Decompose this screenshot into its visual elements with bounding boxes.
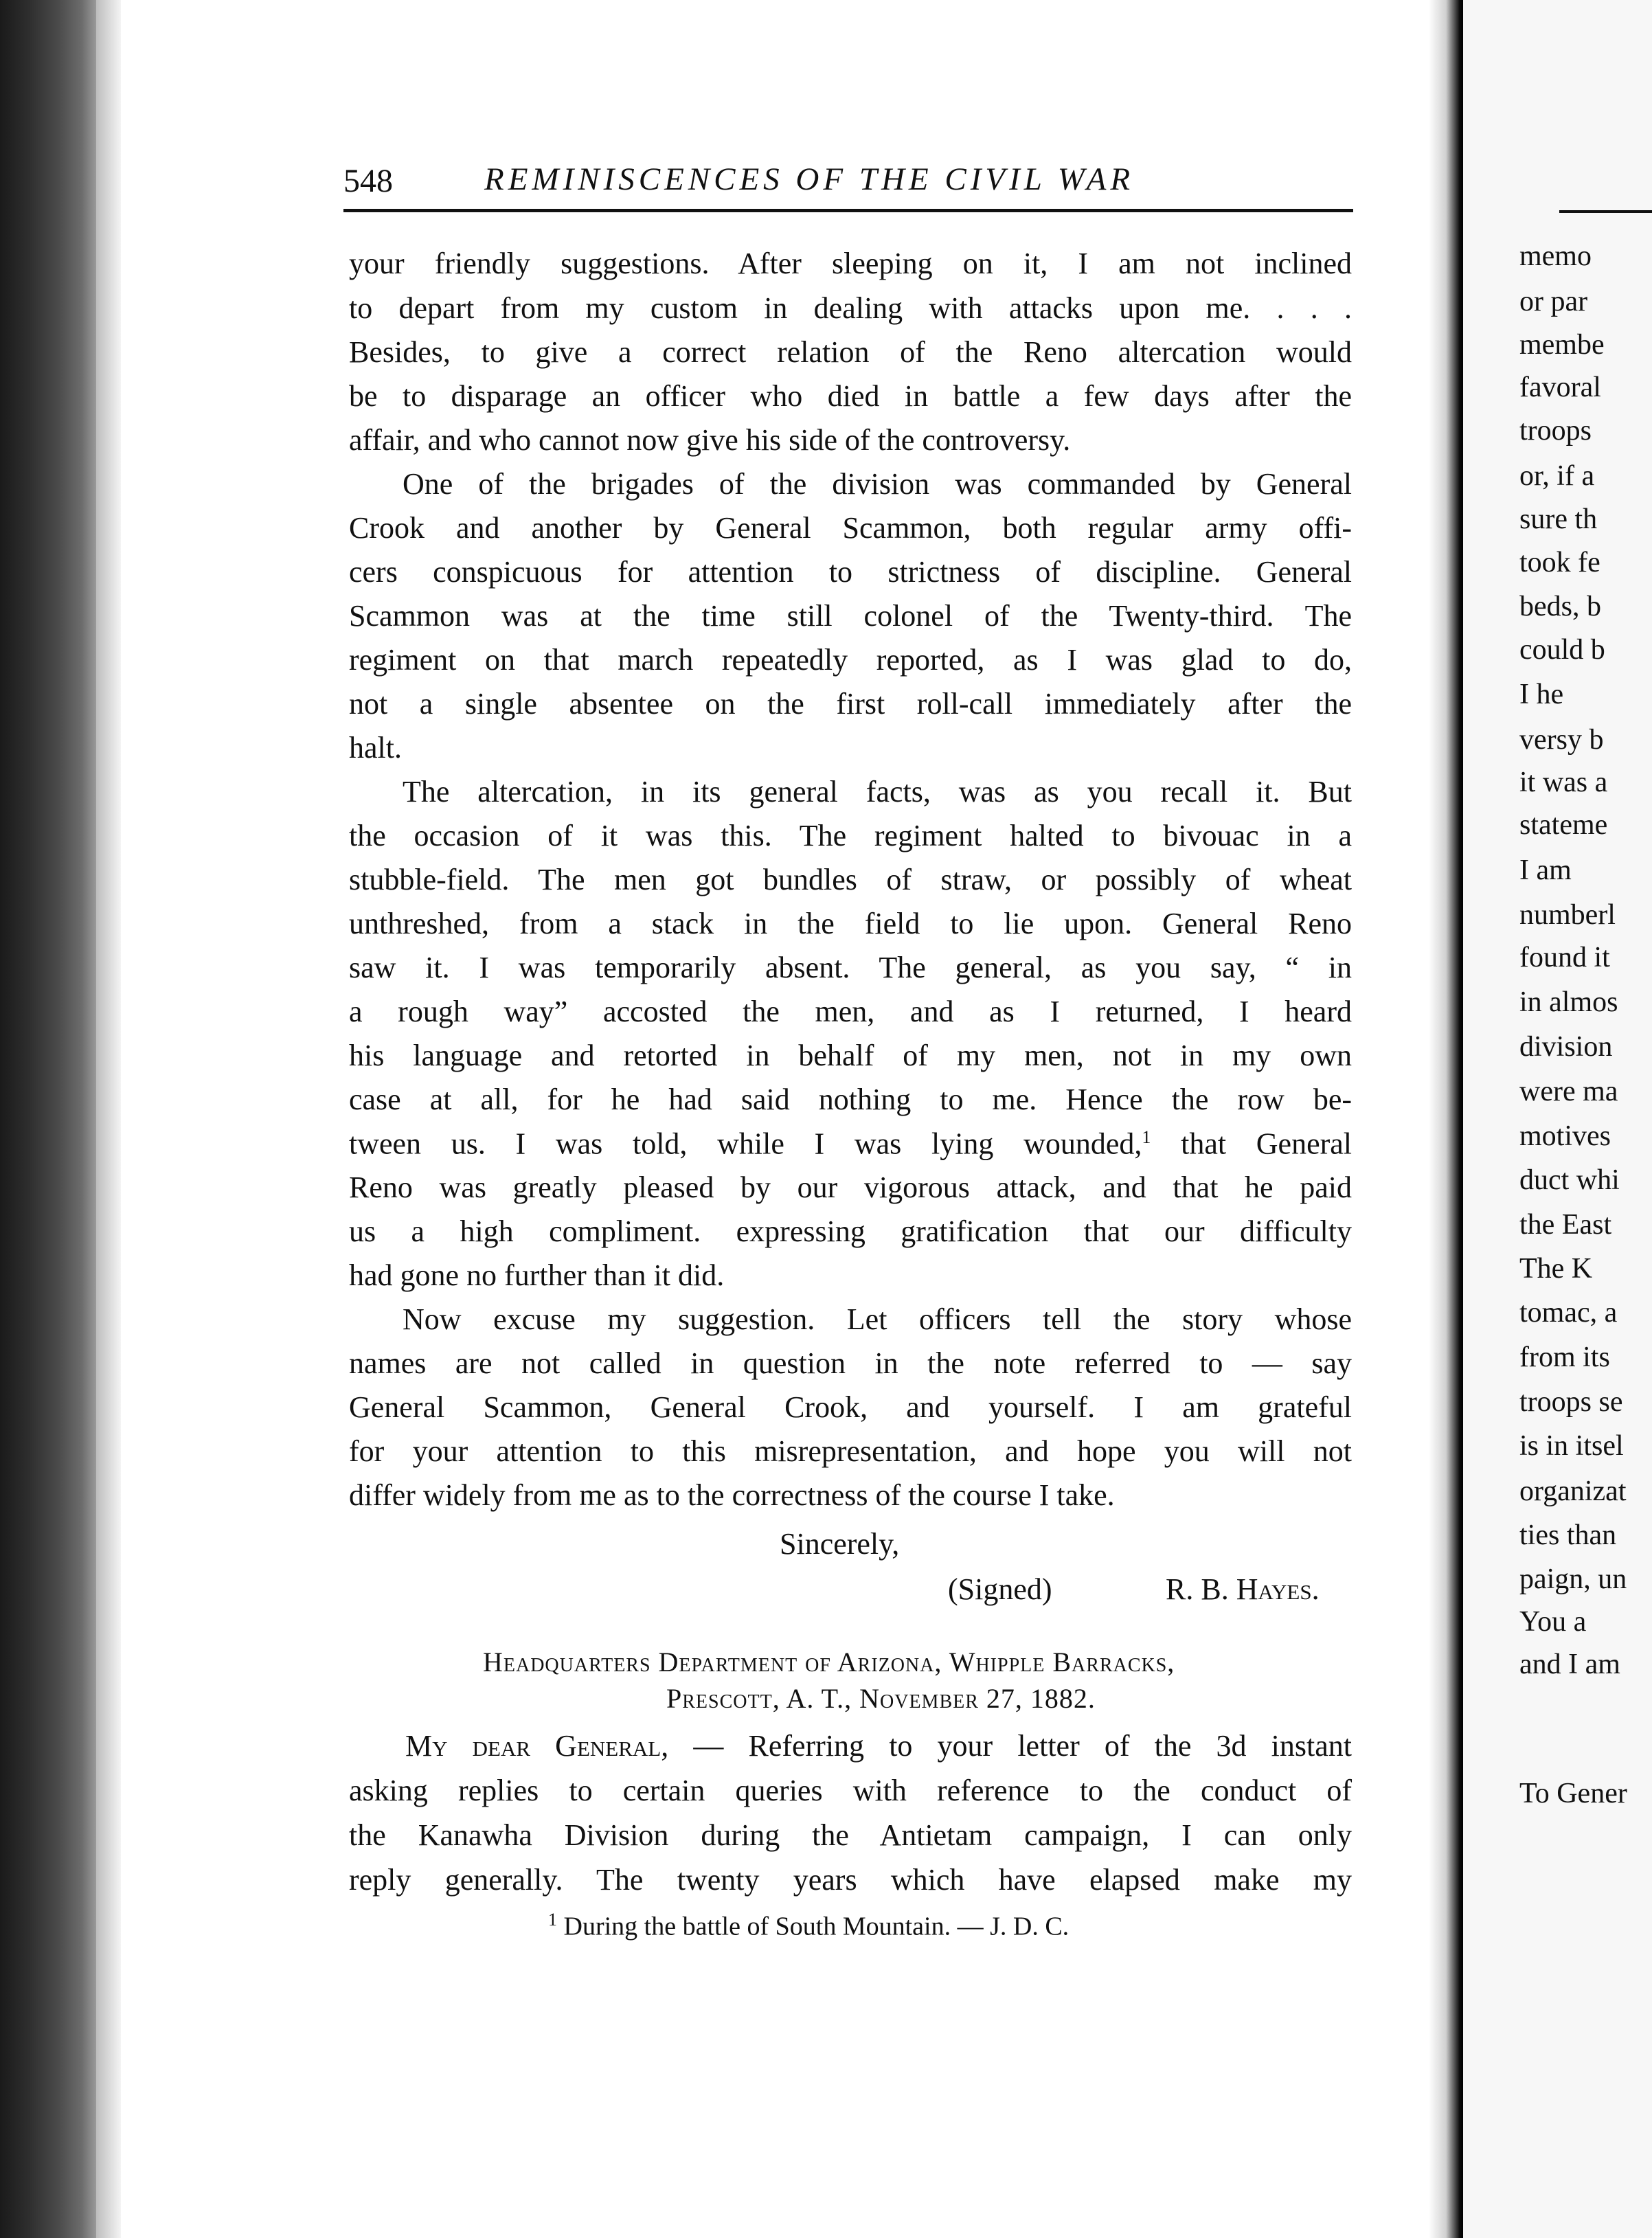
facing-page-rule: [1559, 210, 1652, 213]
facing-fragment: I he: [1519, 679, 1564, 710]
facing-fragment: in almos: [1519, 986, 1618, 1018]
text-line: differ widely from me as to the correctness of the course I take.: [349, 1478, 1115, 1512]
facing-fragment: paign, un: [1519, 1563, 1627, 1595]
text-line: The altercation, in its general facts, was as you recall it. But: [403, 775, 1352, 809]
facing-fragment: ties than: [1519, 1519, 1617, 1551]
text-line: had gone no further than it did.: [349, 1258, 725, 1292]
text-line: to depart from my custom in dealing with attacks upon me. . . .: [349, 291, 1352, 325]
text-line: halt.: [349, 731, 402, 765]
text-line: Crook and another by General Scammon, both regular army offi-: [349, 511, 1352, 545]
book-gutter: [1429, 0, 1463, 2238]
text-line: asking replies to certain queries with reference to the conduct of: [349, 1774, 1352, 1807]
footnote-number: 1: [548, 1910, 557, 1930]
text-line: General Scammon, General Crook, and yourself. I am grateful: [349, 1390, 1352, 1424]
text-line: be to disparage an officer who died in battle a few days after the: [349, 379, 1352, 413]
facing-fragment: duct whi: [1519, 1164, 1620, 1196]
footnote-text: During the battle of South Mountain. — J. D. C.: [563, 1912, 1070, 1941]
facing-fragment: were ma: [1519, 1076, 1618, 1107]
facing-fragment: You a: [1519, 1606, 1587, 1638]
text-line: not a single absentee on the first roll-call immediately after the: [349, 687, 1352, 721]
signature: R. B. Hayes.: [1166, 1572, 1320, 1606]
text-line: saw it. I was temporarily absent. The general, as you say, “ in: [349, 951, 1352, 984]
header-rule: [343, 209, 1353, 212]
text-line: Reno was greatly pleased by our vigorous attack, and that he paid: [349, 1171, 1352, 1204]
facing-fragment: found it: [1519, 942, 1610, 973]
facing-fragment: from its: [1519, 1342, 1610, 1373]
facing-fragment: or par: [1519, 286, 1588, 317]
text-line: Now excuse my suggestion. Let officers tell the story whose: [403, 1302, 1352, 1336]
facing-fragment: and I am: [1519, 1649, 1620, 1680]
closing: Sincerely,: [780, 1527, 900, 1561]
facing-fragment: could b: [1519, 634, 1605, 666]
facing-fragment: To Gener: [1519, 1778, 1627, 1809]
text-line: Scammon was at the time still colonel of the Twenty-third. The: [349, 599, 1352, 633]
text-line: for your attention to this misrepresentation, and hope you will not: [349, 1434, 1352, 1468]
text-fragment: that General: [1151, 1127, 1352, 1161]
facing-fragment: beds, b: [1519, 591, 1601, 622]
letter-heading-line2: Prescott, A. T., November 27, 1882.: [666, 1683, 1096, 1714]
text-line: his language and retorted in behalf of my men, not in my own: [349, 1039, 1352, 1072]
facing-fragment: favoral: [1519, 372, 1601, 403]
facing-fragment: is in itsel: [1519, 1430, 1624, 1462]
text-line: cers conspicuous for attention to strictness of discipline. General: [349, 555, 1352, 589]
text-line: unthreshed, from a stack in the field to lie upon. General Reno: [349, 907, 1352, 940]
text-line: [349, 1731, 1352, 1761]
facing-fragment: took fe: [1519, 547, 1600, 578]
page-binding-shadow: [96, 0, 121, 2238]
facing-fragment: troops: [1519, 415, 1592, 447]
text-line: reply generally. The twenty years which have elapsed make my: [349, 1863, 1352, 1897]
text-fragment: tween us. I was told, while I was lying wounded,: [349, 1127, 1142, 1161]
facing-fragment: motives: [1519, 1120, 1611, 1152]
facing-fragment: division: [1519, 1031, 1613, 1063]
facing-fragment: I am: [1519, 855, 1572, 886]
text-line: case at all, for he had said nothing to me. Hence the row be-: [349, 1083, 1352, 1116]
text-line: stubble-field. The men got bundles of straw, or possibly of wheat: [349, 863, 1352, 896]
facing-fragment: the East: [1519, 1209, 1612, 1241]
text-line: regiment on that march repeatedly reported, as I was glad to do,: [349, 643, 1352, 677]
text-line: us a high compliment. expressing gratification that our difficulty: [349, 1214, 1352, 1248]
letter-heading-line1: Headquarters Department of Arizona, Whipple Barracks,: [483, 1647, 1175, 1677]
facing-fragment: troops se: [1519, 1386, 1623, 1418]
salutation: My dear General,: [405, 1729, 669, 1763]
running-head: REMINISCENCES OF THE CIVIL WAR: [484, 161, 1135, 197]
facing-fragment: it was a: [1519, 767, 1608, 798]
text-line: names are not called in question in the note referred to — say: [349, 1346, 1352, 1380]
page-number: 548: [343, 163, 393, 199]
facing-fragment: stateme: [1519, 809, 1608, 841]
facing-fragment: membe: [1519, 329, 1605, 361]
text-line: affair, and who cannot now give his side of the controversy.: [349, 423, 1071, 457]
text-line: the occasion of it was this. The regiment halted to bivouac in a: [349, 819, 1352, 852]
facing-fragment: organizat: [1519, 1476, 1627, 1507]
text-line: [349, 1129, 1352, 1160]
text-line: Besides, to give a correct relation of the Reno altercation would: [349, 335, 1352, 369]
footnote: [548, 1910, 1069, 1942]
facing-fragment: or, if a: [1519, 460, 1595, 492]
text-line: the Kanawha Division during the Antietam campaign, I can only: [349, 1818, 1352, 1852]
text-line: your friendly suggestions. After sleeping on it, I am not inclined: [349, 247, 1352, 280]
footnote-marker: 1: [1142, 1127, 1151, 1147]
signed-label: (Signed): [948, 1572, 1052, 1606]
scan-dark-edge: [0, 0, 96, 2238]
text-line: a rough way” accosted the men, and as I returned, I heard: [349, 995, 1352, 1028]
text-line: One of the brigades of the division was commanded by General: [403, 467, 1352, 501]
text-fragment: — Referring to your letter of the 3d instant: [668, 1729, 1352, 1763]
facing-fragment: tomac, a: [1519, 1297, 1618, 1329]
facing-fragment: memo: [1519, 240, 1592, 272]
facing-fragment: numberl: [1519, 899, 1616, 931]
page-header: [343, 155, 1346, 203]
facing-fragment: versy b: [1519, 724, 1604, 756]
facing-fragment: sure th: [1519, 504, 1598, 535]
facing-fragment: The K: [1519, 1253, 1593, 1285]
